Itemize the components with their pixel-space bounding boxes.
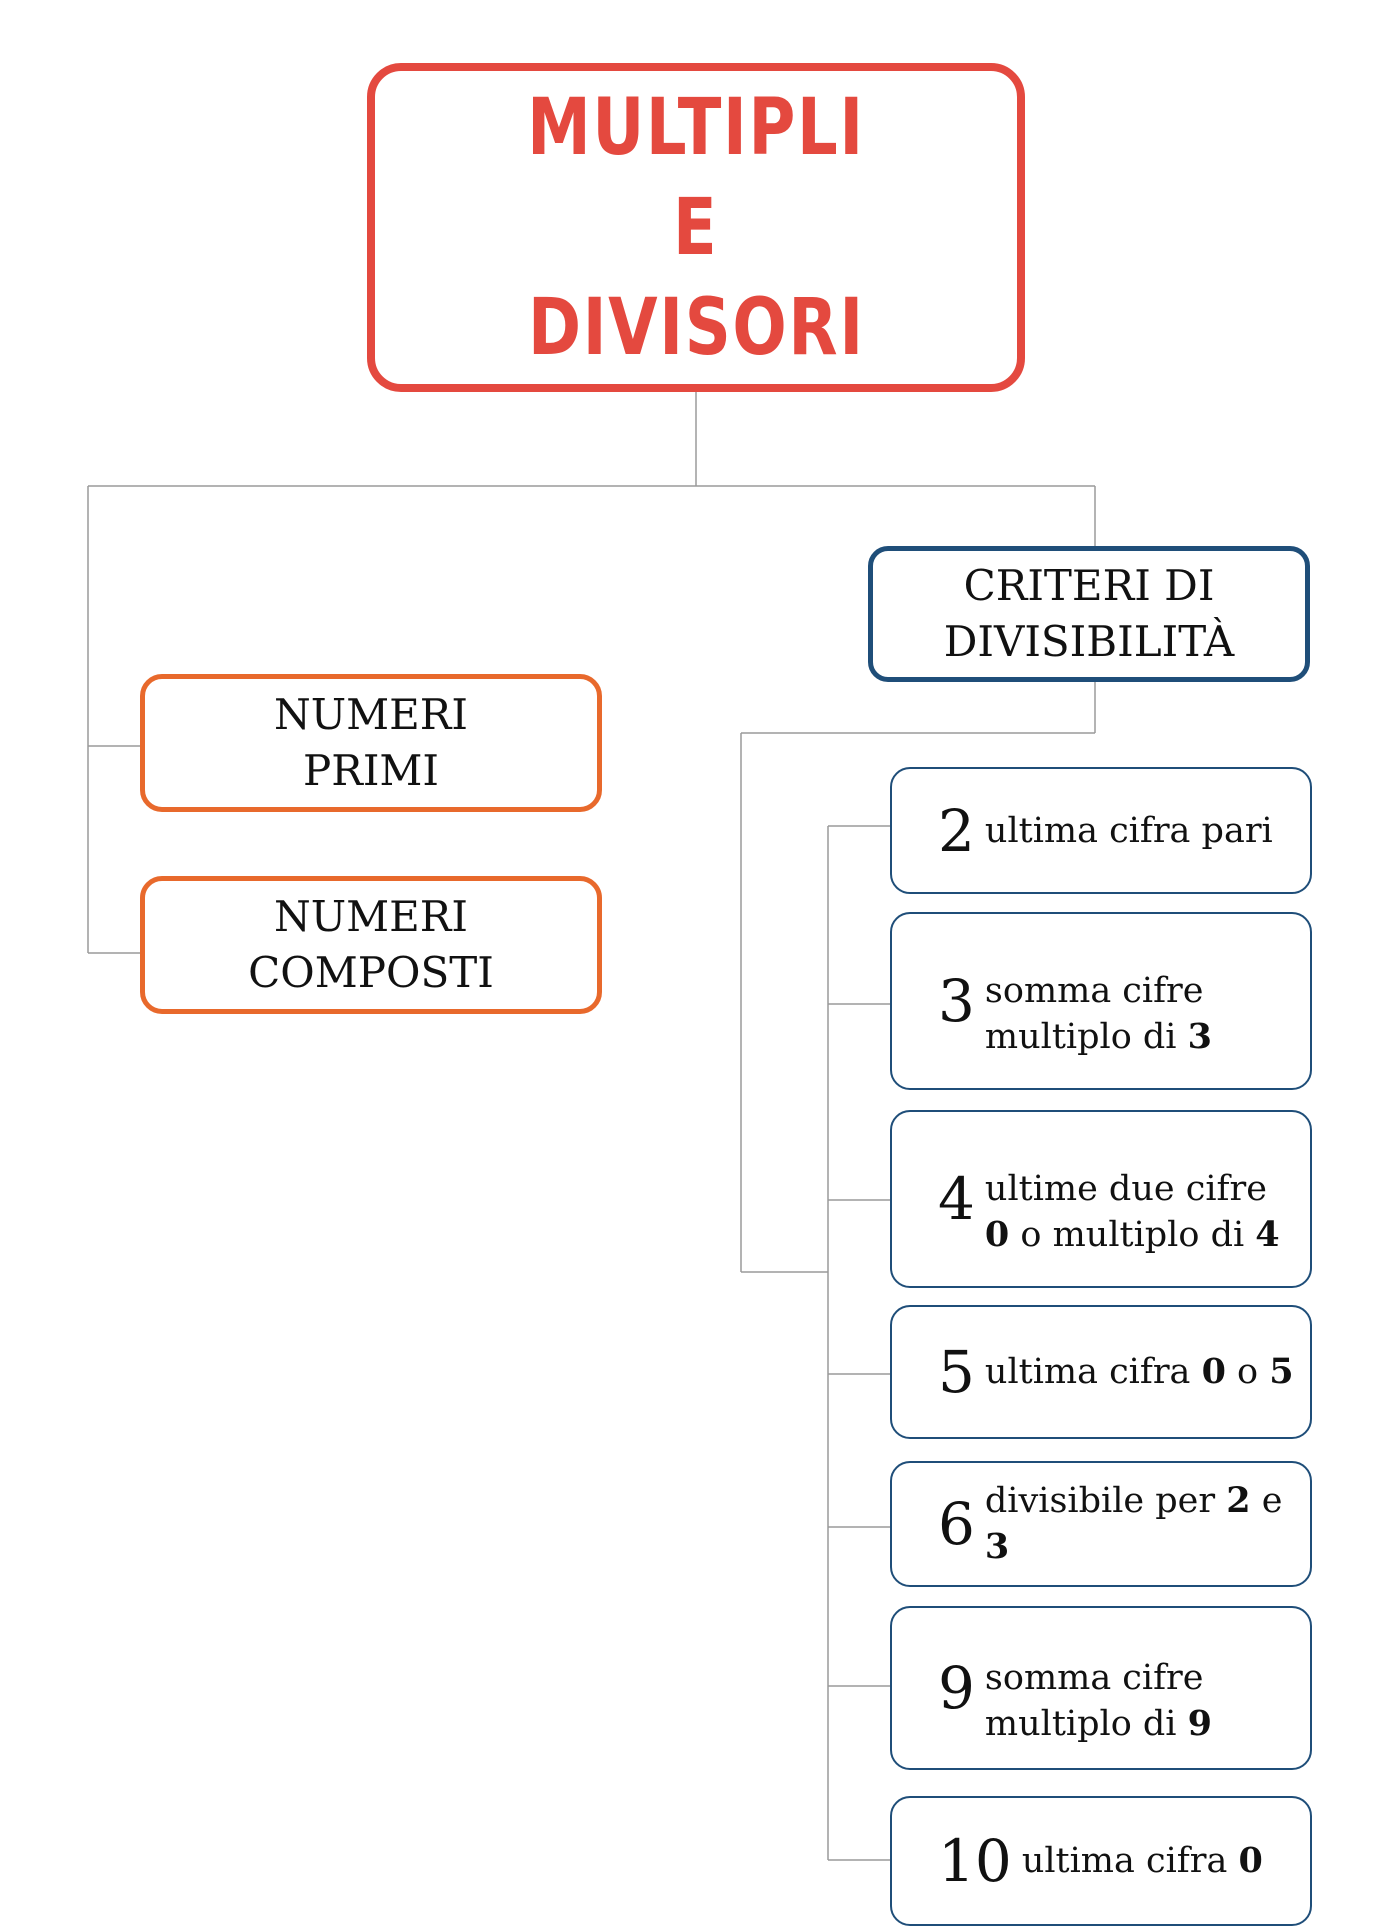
prime-numbers-line-2: PRIMI [302,746,440,795]
composite-numbers-box [140,876,602,1014]
prime-numbers-box [140,674,602,812]
rule-box-9 [890,1606,1312,1770]
rule-text-2: ultima cifra pari [984,810,1273,851]
rule-text-5: ultima cifra 0 o 5 [984,1351,1294,1392]
rule-number-10: 10 [938,1827,1012,1895]
rule-box-2 [890,767,1312,894]
rule-4-line-2: 0 o multiplo di 4 [984,1214,1280,1255]
rule-number-4: 4 [938,1165,975,1233]
title-line-1: MULTIPLI [527,82,865,173]
rule-box-4 [890,1110,1312,1288]
rule-number-6: 6 [938,1490,975,1558]
prime-numbers-line-1: NUMERI [273,690,469,739]
criteria-line-2: DIVISIBILITÀ [943,617,1235,666]
rule-text-3 [985,968,1212,1060]
title-line-3: DIVISORI [527,282,865,373]
rule-text-4 [985,1166,1280,1258]
rule-number-2: 2 [938,796,975,865]
composite-numbers-line-2: COMPOSTI [248,948,494,997]
rule-text-6: divisibile per 2 e 3 [984,1480,1283,1567]
rule-9-line-2: multiplo di 9 [984,1703,1212,1744]
rule-number-5: 5 [938,1338,975,1406]
criteria-box [868,546,1310,682]
title-line-2: E [673,182,719,273]
rule-9-line-1: somma cifre [984,1658,1204,1698]
rule-number-9: 9 [938,1654,975,1722]
rule-box-5 [890,1305,1312,1439]
criteria-line-1: CRITERI DI [963,561,1215,610]
rule-text-10: ultima cifra 0 [1021,1840,1263,1881]
rule-box-3 [890,912,1312,1090]
rule-number-3: 3 [938,967,975,1035]
rule-4-line-1: ultime due cifre [984,1169,1267,1209]
rule-3-line-1: somma cifre [984,971,1204,1011]
title-box [367,63,1025,392]
rule-box-6 [890,1461,1312,1587]
composite-numbers-line-1: NUMERI [273,892,469,941]
rule-text-9 [985,1655,1212,1747]
rule-3-line-2: multiplo di 3 [984,1016,1212,1057]
